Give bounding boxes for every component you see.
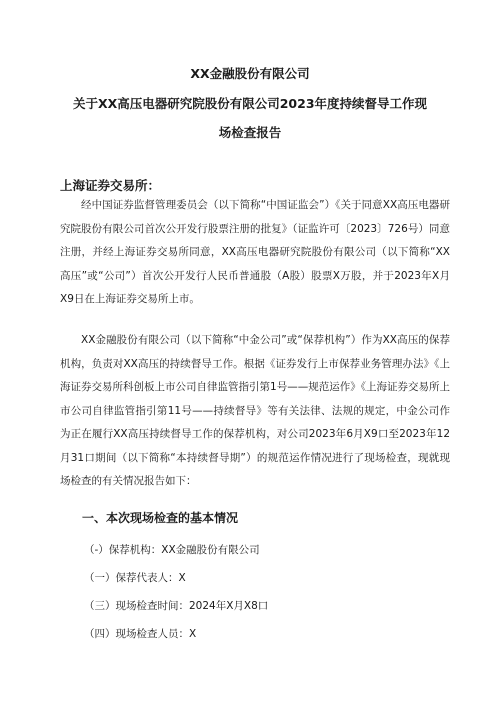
list-item: （三）现场检查时间：2024年X月X8口 <box>84 600 269 612</box>
section-heading-basic-info: 一、本次现场检查的基本情况 <box>82 511 239 525</box>
list-item: （-）保荐机构：XX金融股份有限公司 <box>84 544 260 556</box>
list-item: （四）现场检查人员：X <box>84 628 197 640</box>
list-item: （一）保荐代表人：X <box>84 572 186 584</box>
paragraph-registration: 经中国证券监督管理委员会（以下简称“中国证监会”）《关于同意XX高压电器研究院股份有限公司首次公开发行股票注册的批复》（证监许可〔2023〕726号）同意注册，并经上海证券交易所同意，XX高压电器研究院股份有限公司（以下简称“XX高压”或“公司”）首次公开发行人民币普通股（A股）股票X万股，并于2023年X月X9日在上海证券交易所上市。 <box>60 199 450 305</box>
addressee: 上海证券交易所： <box>60 178 161 193</box>
report-title-line-1: 关于XX高压电器研究院股份有限公司2023年度持续督导工作现 <box>72 96 428 111</box>
paragraph-sponsor: XX金融股份有限公司（以下简称“中金公司”或“保荐机构”）作为XX高压的保荐机构，负责对XX高压的持续督导工作。根据《证券发行上市保荐业务管理办法》《上海证券交易所科创板上市公司自律监管指引第1号——规范运作》《上海证券交易所上市公司自律监管指引第11号——持续督导》等有关法律、法规的规定，中金公司作为正在履行XX高压持续督导工作的保荐机构，对公司2023年6月X9口至2023年12月31口期间（以下简称“本持续督导期”）的规范运作情况进行了现场检查，现就现场检查的有关情况报告如下： <box>60 334 450 487</box>
report-title-line-2: 场检查报告 <box>218 125 282 140</box>
company-title: XX金融股份有限公司 <box>190 66 310 81</box>
